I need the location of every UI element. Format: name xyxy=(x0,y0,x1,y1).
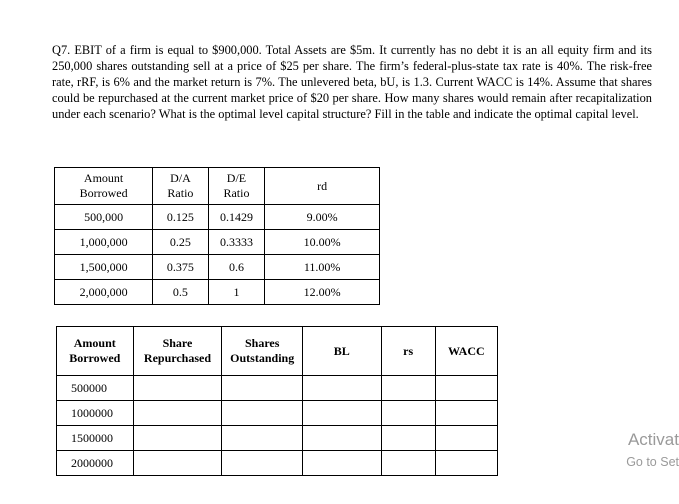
header-de-ratio xyxy=(208,168,265,205)
table-cell xyxy=(133,426,222,451)
header-line: rs xyxy=(403,343,414,358)
header-line: D/A xyxy=(170,171,191,185)
header-bl xyxy=(303,327,382,376)
table-cell: 0.1429 xyxy=(208,205,265,230)
activation-watermark-title: Activat xyxy=(627,430,679,449)
header-amount-borrowed xyxy=(57,327,134,376)
table-cell: 2,000,000 xyxy=(55,280,153,305)
header-wacc xyxy=(435,327,497,376)
header-share-repurchased xyxy=(133,327,222,376)
table-cell xyxy=(222,376,303,401)
header-line: Borrowed xyxy=(79,186,128,200)
table-cell xyxy=(381,376,435,401)
table-row xyxy=(55,280,380,305)
table-cell xyxy=(435,451,497,476)
header-line: Ratio xyxy=(223,186,250,200)
table-cell xyxy=(133,376,222,401)
table-cell: 0.25 xyxy=(153,230,209,255)
header-line: D/E xyxy=(226,171,247,185)
table-cell: 9.00% xyxy=(265,205,380,230)
table-cell xyxy=(303,401,382,426)
table-cell: 2000000 xyxy=(57,451,134,476)
table-cell: 1500000 xyxy=(57,426,134,451)
header-shares-outstanding xyxy=(222,327,303,376)
table-cell xyxy=(303,451,382,476)
table-cell xyxy=(435,401,497,426)
header-line: Repurchased xyxy=(143,351,212,365)
table-cell xyxy=(222,401,303,426)
table-header-row xyxy=(57,327,498,376)
header-da-ratio xyxy=(153,168,209,205)
table-row xyxy=(57,376,498,401)
table-cell xyxy=(303,376,382,401)
debt-ratio-table xyxy=(54,167,380,305)
table-cell: 0.375 xyxy=(153,255,209,280)
table-cell: 0.125 xyxy=(153,205,209,230)
header-line: Outstanding xyxy=(230,351,295,365)
table-cell: 0.6 xyxy=(208,255,265,280)
table-cell xyxy=(222,426,303,451)
table-row xyxy=(57,401,498,426)
header-line: Share xyxy=(162,336,193,350)
table-row xyxy=(57,426,498,451)
table-cell: 1,500,000 xyxy=(55,255,153,280)
header-line: BL xyxy=(333,343,350,358)
header-amount-borrowed xyxy=(55,168,153,205)
table-cell xyxy=(381,451,435,476)
table-row xyxy=(55,230,380,255)
table-cell xyxy=(381,426,435,451)
table-cell: 11.00% xyxy=(265,255,380,280)
header-rs xyxy=(381,327,435,376)
header-rd xyxy=(265,168,380,205)
header-line: Borrowed xyxy=(69,351,121,365)
table-header-row xyxy=(55,168,380,205)
table-cell xyxy=(222,451,303,476)
table-cell xyxy=(381,401,435,426)
table-cell: 1000000 xyxy=(57,401,134,426)
table-cell xyxy=(303,426,382,451)
table-cell: 1,000,000 xyxy=(55,230,153,255)
header-line: Amount xyxy=(73,336,116,350)
table-cell: 12.00% xyxy=(265,280,380,305)
table-cell xyxy=(435,426,497,451)
recapitalization-table xyxy=(56,326,498,476)
question-text: Q7. EBIT of a firm is equal to $900,000. Total Assets are $5m. It currently has no debt it is an all equity firm and its 250,000 shares outstanding sell at a price of $25 per share. The firm’s federal-plus-state tax rate is 40%. The risk-free rate, rRF, is 6% and the market return is 7%. The unlevered beta, bU, is 1.3. Current WACC is 14%. Assume that shares could be repurchased at the current market price of $20 per share. How many shares would remain after recapitalization under each scenario? What is the optimal level capital structure? Fill in the table and indicate the optimal capital level. xyxy=(52,43,652,121)
table-cell: 0.3333 xyxy=(208,230,265,255)
table-cell: 1 xyxy=(208,280,265,305)
table-row xyxy=(57,451,498,476)
header-line: WACC xyxy=(448,343,485,358)
table-cell: 10.00% xyxy=(265,230,380,255)
table-cell: 500,000 xyxy=(55,205,153,230)
table-cell xyxy=(133,401,222,426)
table-row xyxy=(55,205,380,230)
table-row xyxy=(55,255,380,280)
table-cell xyxy=(133,451,222,476)
header-line: Shares xyxy=(244,336,280,350)
table-cell xyxy=(435,376,497,401)
header-line: Amount xyxy=(83,171,124,185)
header-line: Ratio xyxy=(167,186,194,200)
activation-watermark-subtitle: Go to Set xyxy=(626,455,679,469)
table-cell: 500000 xyxy=(57,376,134,401)
table-cell: 0.5 xyxy=(153,280,209,305)
header-line: rd xyxy=(317,178,328,193)
